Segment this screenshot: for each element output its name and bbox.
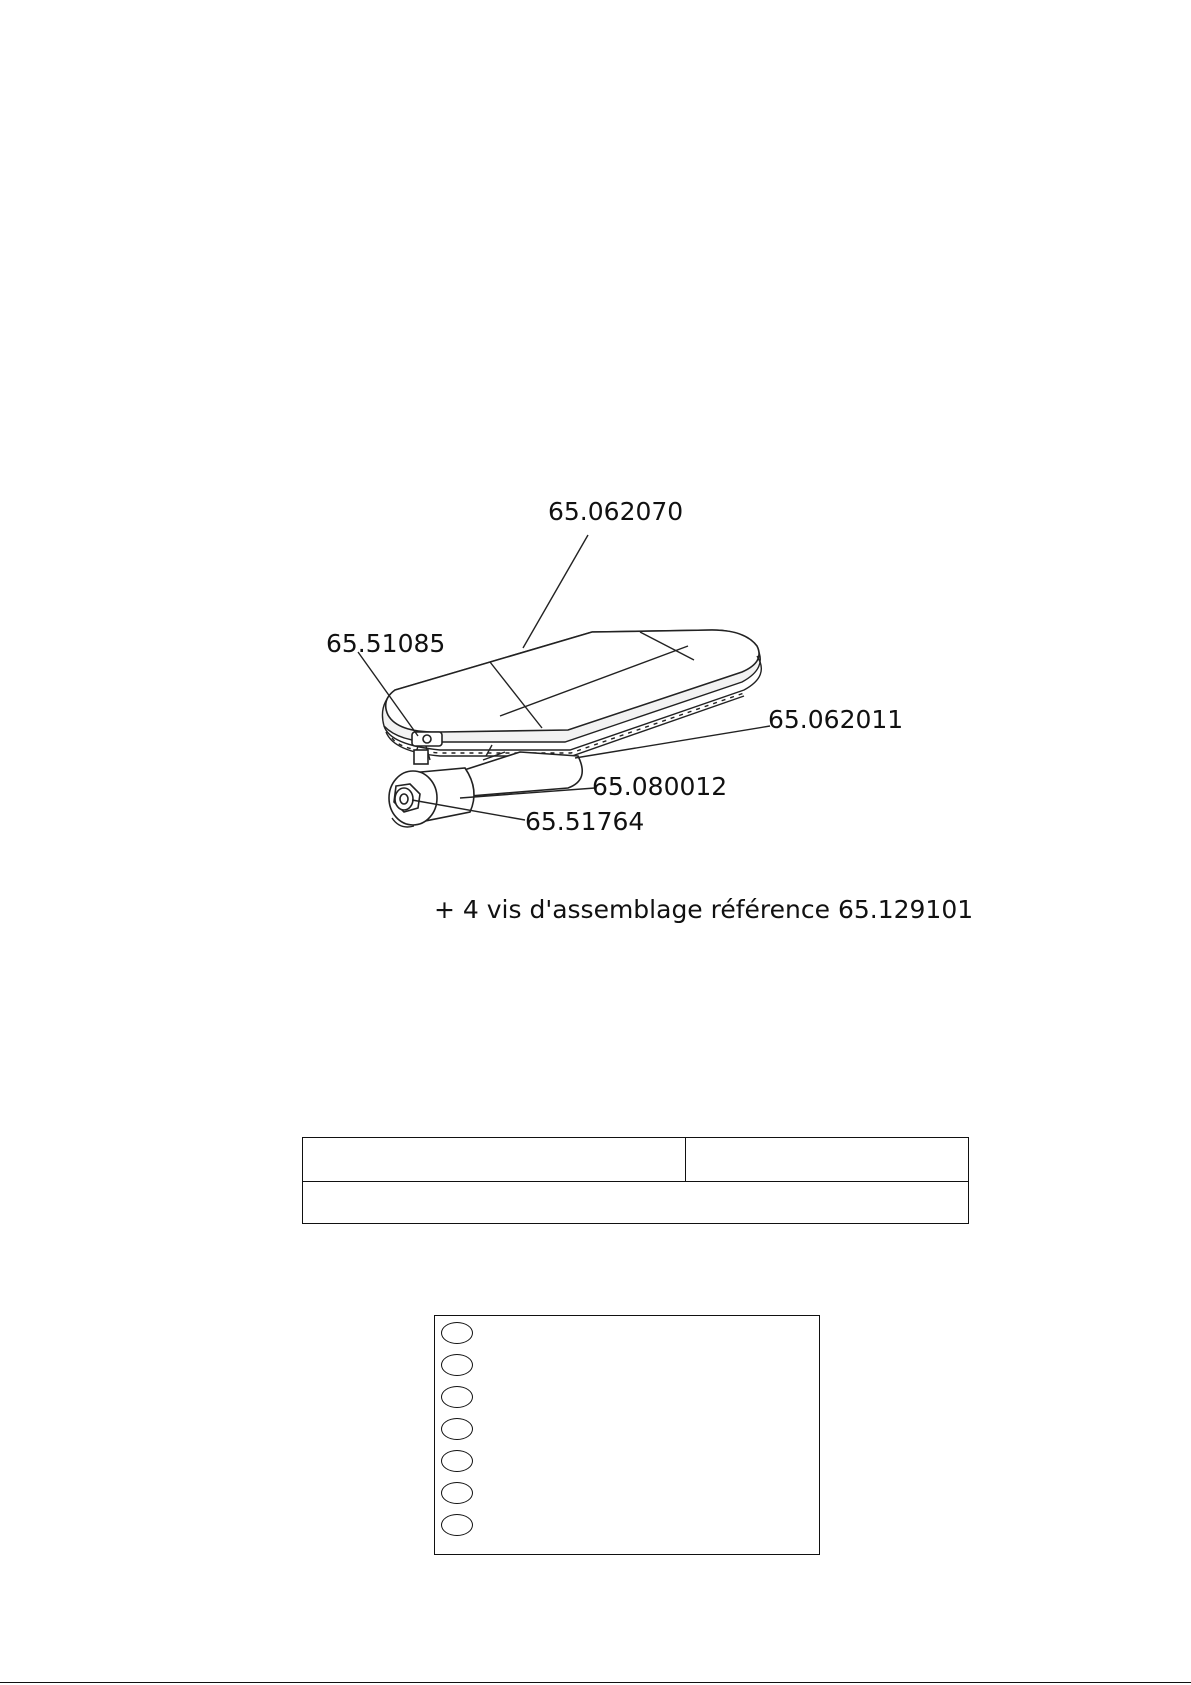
legend-marker (441, 1386, 473, 1408)
assembly-screws-note: + 4 vis d'assemblage référence 65.129101 (434, 895, 974, 924)
legend-marker (441, 1322, 473, 1344)
legend-box (434, 1315, 820, 1555)
leader-top-plate (523, 535, 588, 648)
legend-marker (441, 1482, 473, 1504)
callout-venturi: 65.080012 (592, 772, 728, 801)
empty-table (302, 1137, 969, 1224)
table-row (303, 1138, 968, 1182)
page-bottom-rule (0, 1682, 1191, 1683)
callout-top-plate: 65.062070 (548, 497, 684, 526)
callout-electrode: 65.51085 (326, 629, 446, 658)
electrode (412, 732, 442, 764)
legend-marker (441, 1354, 473, 1376)
table-column-divider (685, 1138, 686, 1181)
callout-burner-body: 65.062011 (768, 705, 904, 734)
callout-injector: 65.51764 (525, 807, 645, 836)
legend-marker (441, 1450, 473, 1472)
legend-marker (441, 1418, 473, 1440)
legend-marker (441, 1514, 473, 1536)
